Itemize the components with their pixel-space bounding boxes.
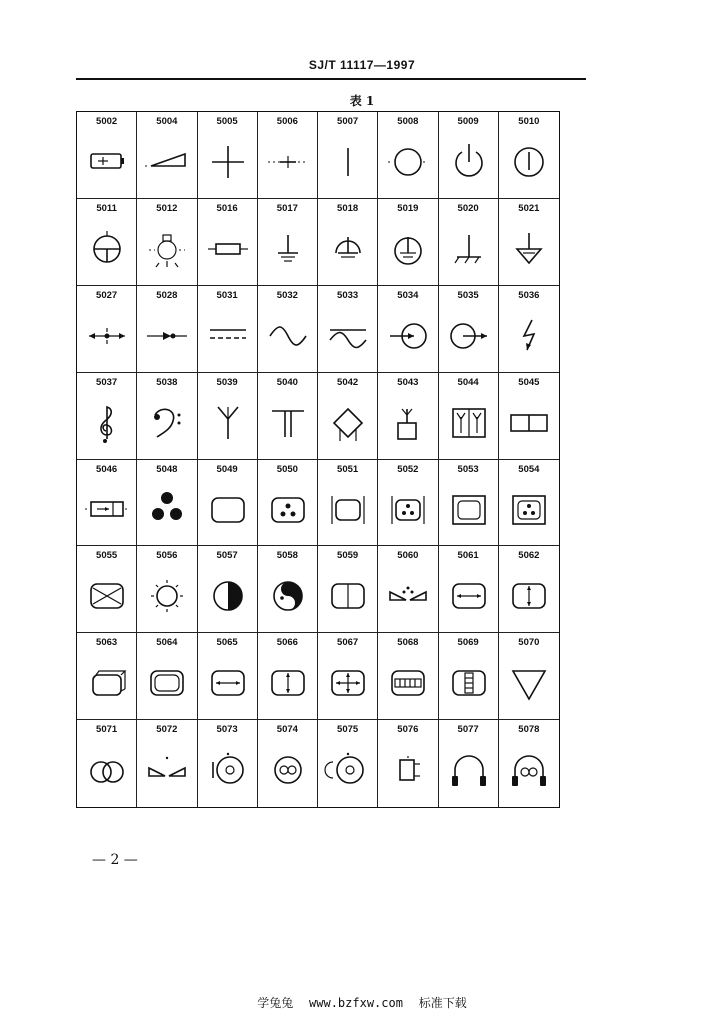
symbol-cell bbox=[258, 286, 318, 373]
symbol-code: 5016 bbox=[216, 202, 238, 214]
fuse-icon bbox=[204, 223, 252, 275]
symbol-cell bbox=[137, 112, 197, 199]
speaker-icon bbox=[204, 744, 252, 796]
symbol-cell bbox=[258, 546, 318, 633]
symbol-cell bbox=[258, 460, 318, 547]
symbol-cell bbox=[378, 546, 438, 633]
tv-frame-icon bbox=[445, 484, 493, 536]
symbol-code: 5043 bbox=[397, 376, 419, 388]
cassette-icon bbox=[83, 484, 131, 536]
headphones-icon bbox=[445, 744, 493, 796]
symbol-code: 5018 bbox=[337, 202, 359, 214]
triangle-down-icon bbox=[505, 657, 553, 709]
double-circle-icon bbox=[83, 744, 131, 796]
symbol-code: 5010 bbox=[518, 116, 540, 127]
power-circle-icon bbox=[505, 136, 553, 188]
symbol-code: 5058 bbox=[276, 550, 298, 562]
stereo-icon bbox=[264, 744, 312, 796]
symbol-code: 5021 bbox=[518, 202, 540, 214]
table-title: 表 1 bbox=[349, 94, 375, 108]
speaker-rect-icon bbox=[384, 744, 432, 796]
symbol-code: 5052 bbox=[397, 463, 419, 475]
symbol-cell bbox=[198, 199, 258, 286]
symbol-cell bbox=[439, 286, 499, 373]
symbol-code: 5057 bbox=[216, 550, 238, 562]
symbol-code: 5036 bbox=[518, 289, 540, 301]
symbol-cell bbox=[378, 199, 438, 286]
symbol-code: 5035 bbox=[457, 289, 479, 301]
symbol-code: 5012 bbox=[156, 202, 178, 214]
tv-vertical-arrow-icon bbox=[505, 570, 553, 622]
footer-site: 学兔兔 bbox=[257, 996, 294, 1010]
symbol-code: 5073 bbox=[216, 724, 238, 736]
symbol-cell bbox=[137, 720, 197, 807]
symbol-code: 5009 bbox=[457, 116, 479, 127]
symbol-code: 5066 bbox=[276, 637, 298, 649]
symbol-code: 5062 bbox=[518, 550, 540, 562]
symbol-cell bbox=[77, 373, 137, 460]
symbol-cell bbox=[499, 546, 559, 633]
power-icon bbox=[445, 136, 493, 188]
chassis-ground-icon bbox=[445, 223, 493, 275]
symbol-code: 5031 bbox=[216, 289, 238, 301]
slant-bars-icon bbox=[143, 744, 191, 796]
symbol-cell bbox=[198, 286, 258, 373]
symbol-code: 5069 bbox=[457, 637, 479, 649]
tv-split-icon bbox=[324, 570, 372, 622]
symbol-code: 5020 bbox=[457, 202, 479, 214]
lamp-icon bbox=[143, 223, 191, 275]
symbol-code: 5008 bbox=[397, 116, 419, 127]
symbol-code: 5033 bbox=[337, 289, 359, 301]
tv-bracket-icon bbox=[324, 484, 372, 536]
protective-ground-icon bbox=[384, 223, 432, 275]
symbol-cell bbox=[318, 460, 378, 547]
symbol-cell bbox=[318, 720, 378, 807]
vertical-line-icon bbox=[324, 136, 372, 188]
antenna-box-icon bbox=[384, 397, 432, 449]
symbol-cell bbox=[499, 633, 559, 720]
symbol-cell bbox=[137, 286, 197, 373]
footer-tagline: 标准下载 bbox=[418, 996, 467, 1010]
page-number: — 2 — bbox=[92, 852, 138, 868]
symbol-code: 5037 bbox=[96, 376, 118, 388]
stereo-headphones-icon bbox=[505, 744, 553, 796]
dual-antenna-icon bbox=[445, 397, 493, 449]
bass-clef-icon bbox=[143, 397, 191, 449]
symbol-cell bbox=[137, 546, 197, 633]
symbol-cell bbox=[258, 373, 318, 460]
symbol-code: 5075 bbox=[337, 724, 359, 736]
tv-crt-icon bbox=[143, 657, 191, 709]
symbol-code: 5044 bbox=[457, 376, 479, 388]
circle-icon bbox=[384, 136, 432, 188]
circle-hline-icon bbox=[83, 223, 131, 275]
symbol-cell bbox=[77, 286, 137, 373]
symbol-cell bbox=[198, 460, 258, 547]
symbol-code: 5040 bbox=[276, 376, 298, 388]
treble-clef-icon bbox=[83, 397, 131, 449]
symbol-code: 5070 bbox=[518, 637, 540, 649]
symbol-cell bbox=[439, 373, 499, 460]
symbol-code: 5065 bbox=[216, 637, 238, 649]
symbol-code: 5056 bbox=[156, 550, 178, 562]
symbol-code: 5059 bbox=[337, 550, 359, 562]
symbol-cell bbox=[499, 373, 559, 460]
symbol-cell bbox=[77, 546, 137, 633]
symbol-code: 5054 bbox=[518, 463, 540, 475]
symbol-cell bbox=[318, 286, 378, 373]
symbol-table bbox=[76, 111, 560, 808]
diamond-icon bbox=[324, 397, 372, 449]
symbol-code: 5002 bbox=[96, 116, 118, 127]
symbol-code: 5053 bbox=[457, 463, 479, 475]
tv-bars-icon bbox=[384, 657, 432, 709]
document-header: SJ/T 11117—1997 bbox=[308, 58, 416, 72]
symbol-cell bbox=[318, 633, 378, 720]
equipotential-icon bbox=[505, 223, 553, 275]
symbol-cell bbox=[378, 460, 438, 547]
symbol-cell bbox=[378, 373, 438, 460]
symbol-code: 5050 bbox=[276, 463, 298, 475]
symbol-code: 5006 bbox=[276, 116, 298, 127]
tv-dots-frame-icon bbox=[505, 484, 553, 536]
symbol-code: 5077 bbox=[457, 724, 479, 736]
symbol-cell bbox=[198, 373, 258, 460]
symbol-cell bbox=[77, 112, 137, 199]
symbol-code: 5076 bbox=[397, 724, 419, 736]
symbol-code: 5072 bbox=[156, 724, 178, 736]
double-box-icon bbox=[505, 397, 553, 449]
symbol-cell bbox=[499, 286, 559, 373]
speaker-dot-icon bbox=[324, 744, 372, 796]
output-icon bbox=[445, 310, 493, 362]
symbol-cell bbox=[77, 460, 137, 547]
tv-dots-bracket-icon bbox=[384, 484, 432, 536]
symbol-cell bbox=[258, 720, 318, 807]
symbol-code: 5048 bbox=[156, 463, 178, 475]
symbol-code: 5039 bbox=[216, 376, 238, 388]
footer-url[interactable]: www.bzfxw.com bbox=[309, 996, 403, 1010]
symbol-cell bbox=[318, 546, 378, 633]
tv-both-size-icon bbox=[324, 657, 372, 709]
symbol-cell bbox=[198, 112, 258, 199]
symbol-code: 5042 bbox=[337, 376, 359, 388]
symbol-cell bbox=[499, 720, 559, 807]
symbol-cell bbox=[499, 199, 559, 286]
symbol-code: 5068 bbox=[397, 637, 419, 649]
t-junction-icon bbox=[264, 397, 312, 449]
symbol-cell bbox=[137, 633, 197, 720]
symbol-cell bbox=[439, 199, 499, 286]
symbol-cell bbox=[258, 199, 318, 286]
symbol-cell bbox=[318, 373, 378, 460]
symbol-cell bbox=[378, 720, 438, 807]
bidirectional-icon bbox=[83, 310, 131, 362]
tv-horizontal-arrow-icon bbox=[445, 570, 493, 622]
tv-v-size-icon bbox=[264, 657, 312, 709]
symbol-cell bbox=[258, 112, 318, 199]
footer bbox=[0, 994, 724, 1011]
symbol-cell bbox=[137, 460, 197, 547]
symbol-code: 5063 bbox=[96, 637, 118, 649]
tv-h-size-icon bbox=[204, 657, 252, 709]
symbol-cell bbox=[137, 373, 197, 460]
symbol-cell bbox=[499, 112, 559, 199]
ac-icon bbox=[264, 310, 312, 362]
symbol-cell bbox=[439, 633, 499, 720]
crosshair-icon bbox=[204, 136, 252, 188]
symbol-cell bbox=[378, 633, 438, 720]
dashed-cross-icon bbox=[264, 136, 312, 188]
header-rule bbox=[76, 78, 586, 80]
symbol-cell bbox=[198, 546, 258, 633]
brightness-icon bbox=[143, 570, 191, 622]
symbol-code: 5067 bbox=[337, 637, 359, 649]
input-icon bbox=[384, 310, 432, 362]
symbol-code: 5005 bbox=[216, 116, 238, 127]
battery-icon bbox=[83, 136, 131, 188]
dc-ac-icon bbox=[324, 310, 372, 362]
symbol-code: 5027 bbox=[96, 289, 118, 301]
symbol-code: 5011 bbox=[96, 202, 117, 214]
noiseless-ground-icon bbox=[324, 223, 372, 275]
symbol-cell bbox=[439, 546, 499, 633]
symbol-cell bbox=[77, 199, 137, 286]
symbol-cell bbox=[378, 286, 438, 373]
symbol-cell bbox=[258, 633, 318, 720]
color-saturation-icon bbox=[264, 570, 312, 622]
symbol-cell bbox=[318, 199, 378, 286]
symbol-cell bbox=[439, 460, 499, 547]
tv-screen-icon bbox=[204, 484, 252, 536]
wedge-control-icon bbox=[143, 136, 191, 188]
symbol-cell bbox=[198, 720, 258, 807]
symbol-code: 5078 bbox=[518, 724, 540, 736]
symbol-code: 5034 bbox=[397, 289, 419, 301]
arrow-point-icon bbox=[143, 310, 191, 362]
three-dots-icon bbox=[143, 484, 191, 536]
symbol-cell bbox=[499, 460, 559, 547]
symbol-code: 5071 bbox=[96, 724, 118, 736]
lightning-icon bbox=[505, 310, 553, 362]
tv-3d-icon bbox=[83, 657, 131, 709]
symbol-cell bbox=[137, 199, 197, 286]
antenna-icon bbox=[204, 397, 252, 449]
ground-icon bbox=[264, 223, 312, 275]
symbol-cell bbox=[77, 633, 137, 720]
contrast-icon bbox=[204, 570, 252, 622]
symbol-cell bbox=[198, 633, 258, 720]
symbol-code: 5046 bbox=[96, 463, 118, 475]
symbol-cell bbox=[318, 112, 378, 199]
symbol-code: 5049 bbox=[216, 463, 238, 475]
tv-vbars-icon bbox=[445, 657, 493, 709]
dc-icon bbox=[204, 310, 252, 362]
symbol-cell bbox=[77, 720, 137, 807]
symbol-code: 5017 bbox=[276, 202, 298, 214]
symbol-code: 5045 bbox=[518, 376, 540, 388]
tv-three-dots-icon bbox=[264, 484, 312, 536]
symbol-code: 5004 bbox=[156, 116, 178, 127]
symbol-code: 5055 bbox=[96, 550, 118, 562]
symbol-cell bbox=[439, 720, 499, 807]
symbol-code: 5074 bbox=[276, 724, 298, 736]
symbol-code: 5051 bbox=[337, 463, 359, 475]
symbol-code: 5060 bbox=[397, 550, 419, 562]
tv-hourglass-icon bbox=[83, 570, 131, 622]
symbol-code: 5019 bbox=[397, 202, 419, 214]
symbol-cell bbox=[439, 112, 499, 199]
symbol-code: 5028 bbox=[156, 289, 178, 301]
symbol-cell bbox=[378, 112, 438, 199]
symbol-code: 5038 bbox=[156, 376, 178, 388]
symbol-code: 5007 bbox=[337, 116, 359, 127]
symbol-code: 5061 bbox=[457, 550, 479, 562]
symbol-code: 5032 bbox=[276, 289, 298, 301]
triangle-pair-icon bbox=[384, 570, 432, 622]
symbol-code: 5064 bbox=[156, 637, 178, 649]
